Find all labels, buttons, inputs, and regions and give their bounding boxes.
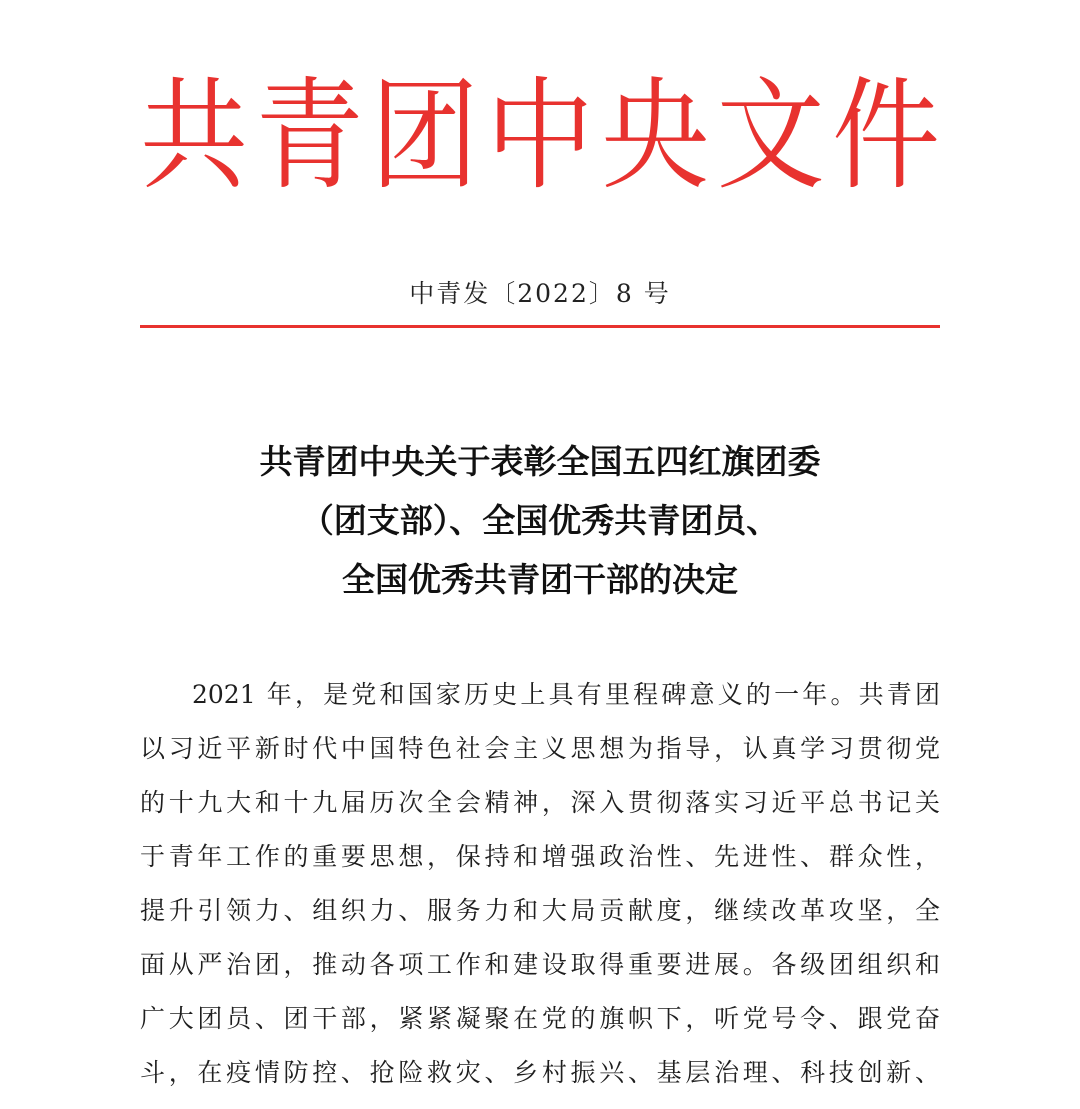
masthead-char: 文 — [716, 66, 825, 207]
masthead-title — [140, 66, 940, 207]
masthead-char: 央 — [601, 66, 710, 207]
title-line: （团支部）、全国优秀共青团员、 — [300, 501, 780, 540]
masthead-char: 共 — [140, 66, 249, 207]
masthead-char: 中 — [485, 66, 594, 207]
body-paragraph — [140, 668, 940, 1100]
document-number: 中青发〔2022〕8 号 — [409, 279, 671, 308]
red-divider-line — [140, 325, 940, 328]
body-line: 的十九大和十九届历次全会精神，深入贯彻落实习近平总书记关 — [140, 788, 940, 817]
body-line: 提升引领力、组织力、服务力和大局贡献度，继续改革攻坚，全 — [140, 896, 940, 925]
masthead-char: 团 — [370, 66, 479, 207]
body-line: 2021 年，是党和国家历史上具有里程碑意义的一年。共青团 — [192, 680, 940, 709]
body-line: 斗，在疫情防控、抢险救灾、乡村振兴、基层治理、科技创新、 — [140, 1058, 940, 1087]
masthead-char: 件 — [831, 66, 940, 207]
document-title — [120, 432, 960, 609]
body-line: 于青年工作的重要思想，保持和增强政治性、先进性、群众性， — [140, 842, 940, 871]
masthead-char: 青 — [255, 66, 364, 207]
body-line: 广大团员、团干部，紧紧凝聚在党的旗帜下，听党号令、跟党奋 — [140, 1004, 940, 1033]
title-line: 全国优秀共青团干部的决定 — [342, 560, 738, 599]
body-line: 以习近平新时代中国特色社会主义思想为指导，认真学习贯彻党 — [140, 734, 940, 763]
body-line: 面从严治团，推动各项工作和建设取得重要进展。各级团组织和 — [140, 950, 940, 979]
title-line: 共青团中央关于表彰全国五四红旗团委 — [259, 442, 821, 481]
